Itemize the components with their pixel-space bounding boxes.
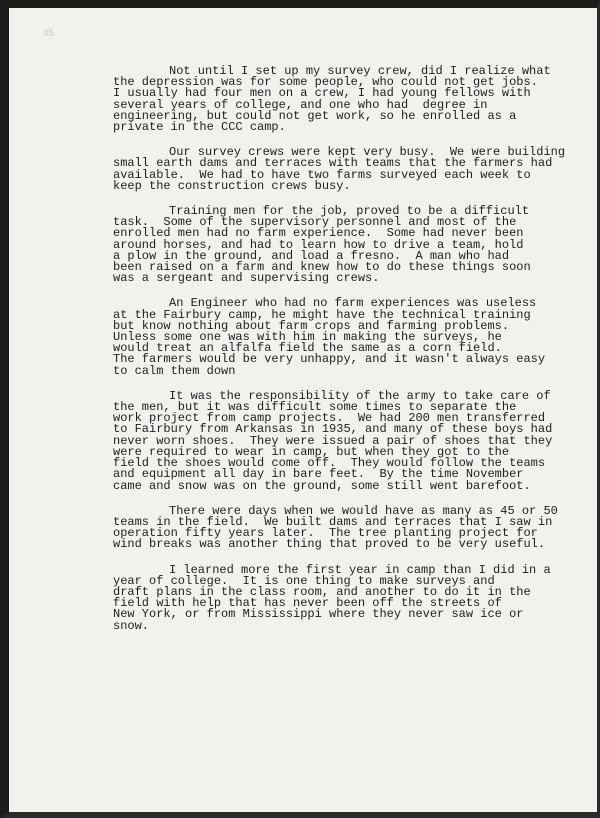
text-line: to calm them down	[113, 363, 236, 378]
text-line: but know nothing about farm crops and farming problems.	[113, 318, 510, 333]
text-line: Unless some one was with him in making the surveys, he	[113, 330, 502, 345]
text-line: keep the construction crews busy.	[113, 178, 351, 193]
text-line: been raised on a farm and knew how to do these things soon	[113, 260, 531, 275]
text-line: draft plans in the class room, and another to do it in the	[113, 584, 531, 599]
text-line: year of college. It is one thing to make surveys and	[113, 573, 495, 588]
text-line: the depression was for some people, who could not get jobs.	[113, 75, 538, 90]
paragraph	[113, 388, 583, 493]
text-line: never worn shoes. They were issued a pair of shoes that they	[113, 433, 553, 448]
text-line: several years of college, and one who had degree in	[113, 97, 488, 112]
text-line: It was the responsibility of the army to take care of	[169, 388, 551, 403]
text-line: to Fairbury from Arkansas in 1935, and many of these boys had	[113, 422, 553, 437]
text-line: The farmers would be very unhappy, and it wasn't always easy	[113, 352, 546, 367]
text-line: I usually had four men on a crew, I had young fellows with	[113, 86, 531, 101]
text-line: teams in the field. We built dams and terraces that I saw in	[113, 514, 553, 529]
paragraph	[113, 147, 583, 192]
text-line: field the shoes would come off. They would follow the teams	[113, 456, 546, 471]
text-line: a plow in the ground, and load a fresno. A man who had	[113, 248, 510, 263]
text-line: operation fifty years later. The tree planting project for	[113, 526, 538, 541]
text-line: and equipment all day in bare feet. By the time November	[113, 467, 524, 482]
text-line: task. Some of the supervisory personnel and most of the	[113, 215, 517, 230]
text-line: small earth dams and terraces with teams that the farmers had	[113, 156, 553, 171]
paragraph	[113, 298, 583, 376]
text-line: An Engineer who had no farm experiences was useless	[169, 296, 537, 311]
text-line: around horses, and had to learn how to drive a team, hold	[113, 237, 524, 252]
text-line: snow.	[113, 618, 150, 633]
text-line: would treat an alfalfa field the same as a corn field.	[113, 341, 502, 356]
paragraph	[113, 503, 583, 552]
page-number: 45	[43, 28, 55, 39]
text-line: field with help that has never been off the streets of	[113, 596, 502, 611]
text-line: work project from camp projects. We had 200 men transferred	[113, 411, 546, 426]
text-line: Training men for the job, proved to be a difficult	[169, 204, 530, 219]
paragraph	[113, 206, 583, 284]
text-body	[113, 66, 583, 646]
text-line: There were days when we would have as many as 45 or 50	[169, 503, 558, 518]
text-line: private in the CCC camp.	[113, 120, 286, 135]
text-line: Not until I set up my survey crew, did I realize what	[169, 64, 551, 78]
paragraph	[113, 66, 583, 133]
text-line: was a sergeant and supervising crews.	[113, 271, 380, 286]
paragraph	[113, 562, 583, 633]
text-line: New York, or from Mississippi where they never saw ice or	[113, 607, 524, 622]
text-line: were required to wear in camp, but when they got to the	[113, 444, 510, 459]
text-line: the men, but it was difficult some times to separate the	[113, 400, 517, 415]
text-line: came and snow was on the ground, some still went barefoot.	[113, 478, 531, 493]
text-line: Our survey crews were kept very busy. We were building	[169, 145, 566, 160]
text-line: at the Fairbury camp, he might have the technical training	[113, 307, 531, 322]
text-line: enrolled men had no farm experience. Some had never been	[113, 226, 524, 241]
text-line: wind breaks was another thing that proved to be very useful.	[113, 537, 546, 552]
text-line: I learned more the first year in camp than I did in a	[169, 562, 551, 577]
text-line: engineering, but could not get work, so he enrolled as a	[113, 108, 517, 123]
text-line: available. We had to have two farms surveyed each week to	[113, 167, 531, 182]
document-page	[9, 8, 597, 812]
